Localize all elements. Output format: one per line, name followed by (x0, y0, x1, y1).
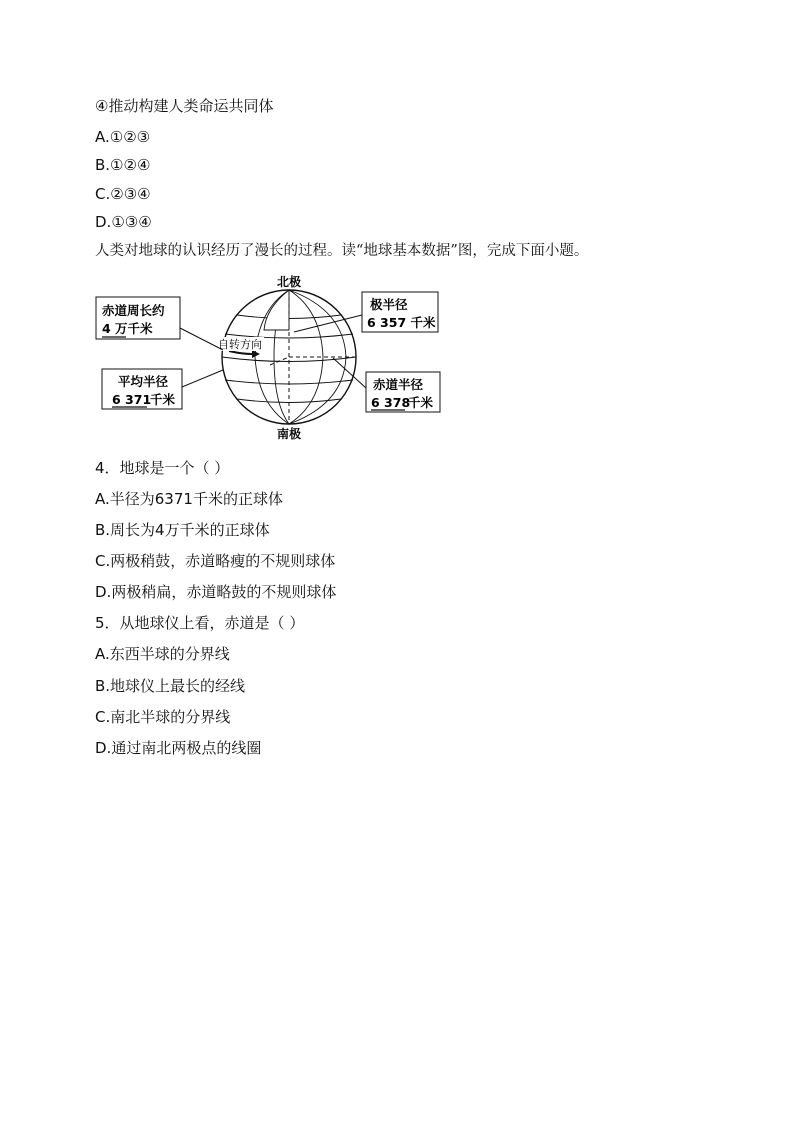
eq-radius-unit: 千米 (408, 395, 434, 410)
prev-choice-b: B.①②④ (95, 156, 151, 174)
eq-radius-label: 赤道半径 (373, 377, 424, 392)
north-pole-label: 北极 (276, 275, 302, 289)
mean-radius-unit: 千米 (150, 392, 176, 407)
eq-radius-number: 6 378 (371, 395, 411, 410)
rotation-label: 自转方向 (218, 338, 262, 351)
prev-choice-c: C.②③④ (95, 185, 151, 203)
intro-text: 人类对地球的认识经历了漫长的过程。读“地球基本数据”图，完成下面小题。 (95, 243, 589, 259)
mean-radius-leader (182, 370, 223, 387)
south-pole-label: 南极 (276, 427, 302, 441)
earth-diagram (92, 270, 452, 445)
q4-option-c: C.两极稍鼓，赤道略瘦的不规则球体 (95, 552, 336, 570)
q4-option-b: B.周长为4万千米的正球体 (95, 521, 270, 539)
option-4-statement: ④推动构建人类命运共同体 (95, 97, 274, 115)
question-4-stem: 4．地球是一个（ ） (95, 459, 230, 477)
earth-data-figure (92, 270, 452, 445)
q4-option-a: A.半径为6371千米的正球体 (95, 490, 283, 508)
question-5-stem: 5．从地球仪上看，赤道是（ ） (95, 614, 305, 632)
prev-choice-d: D.①③④ (95, 213, 152, 231)
q5-option-b: B.地球仪上最长的经线 (95, 677, 246, 695)
mean-radius-number: 6 371 (112, 392, 152, 407)
mean-radius-label: 平均半径 (118, 374, 169, 389)
q5-option-c: C.南北半球的分界线 (95, 708, 231, 726)
eq-circ-label: 赤道周长约 (102, 303, 165, 318)
prev-choice-a: A.①②③ (95, 128, 151, 146)
polar-radius-label: 极半径 (370, 297, 408, 312)
q5-option-d: D.通过南北两极点的线圈 (95, 739, 262, 757)
polar-radius-value: 6 357 千米 (367, 315, 436, 330)
q4-option-d: D.两极稍扁，赤道略鼓的不规则球体 (95, 583, 337, 601)
q5-option-a: A.东西半球的分界线 (95, 645, 230, 663)
eq-circ-value: 4 万千米 (102, 321, 153, 336)
